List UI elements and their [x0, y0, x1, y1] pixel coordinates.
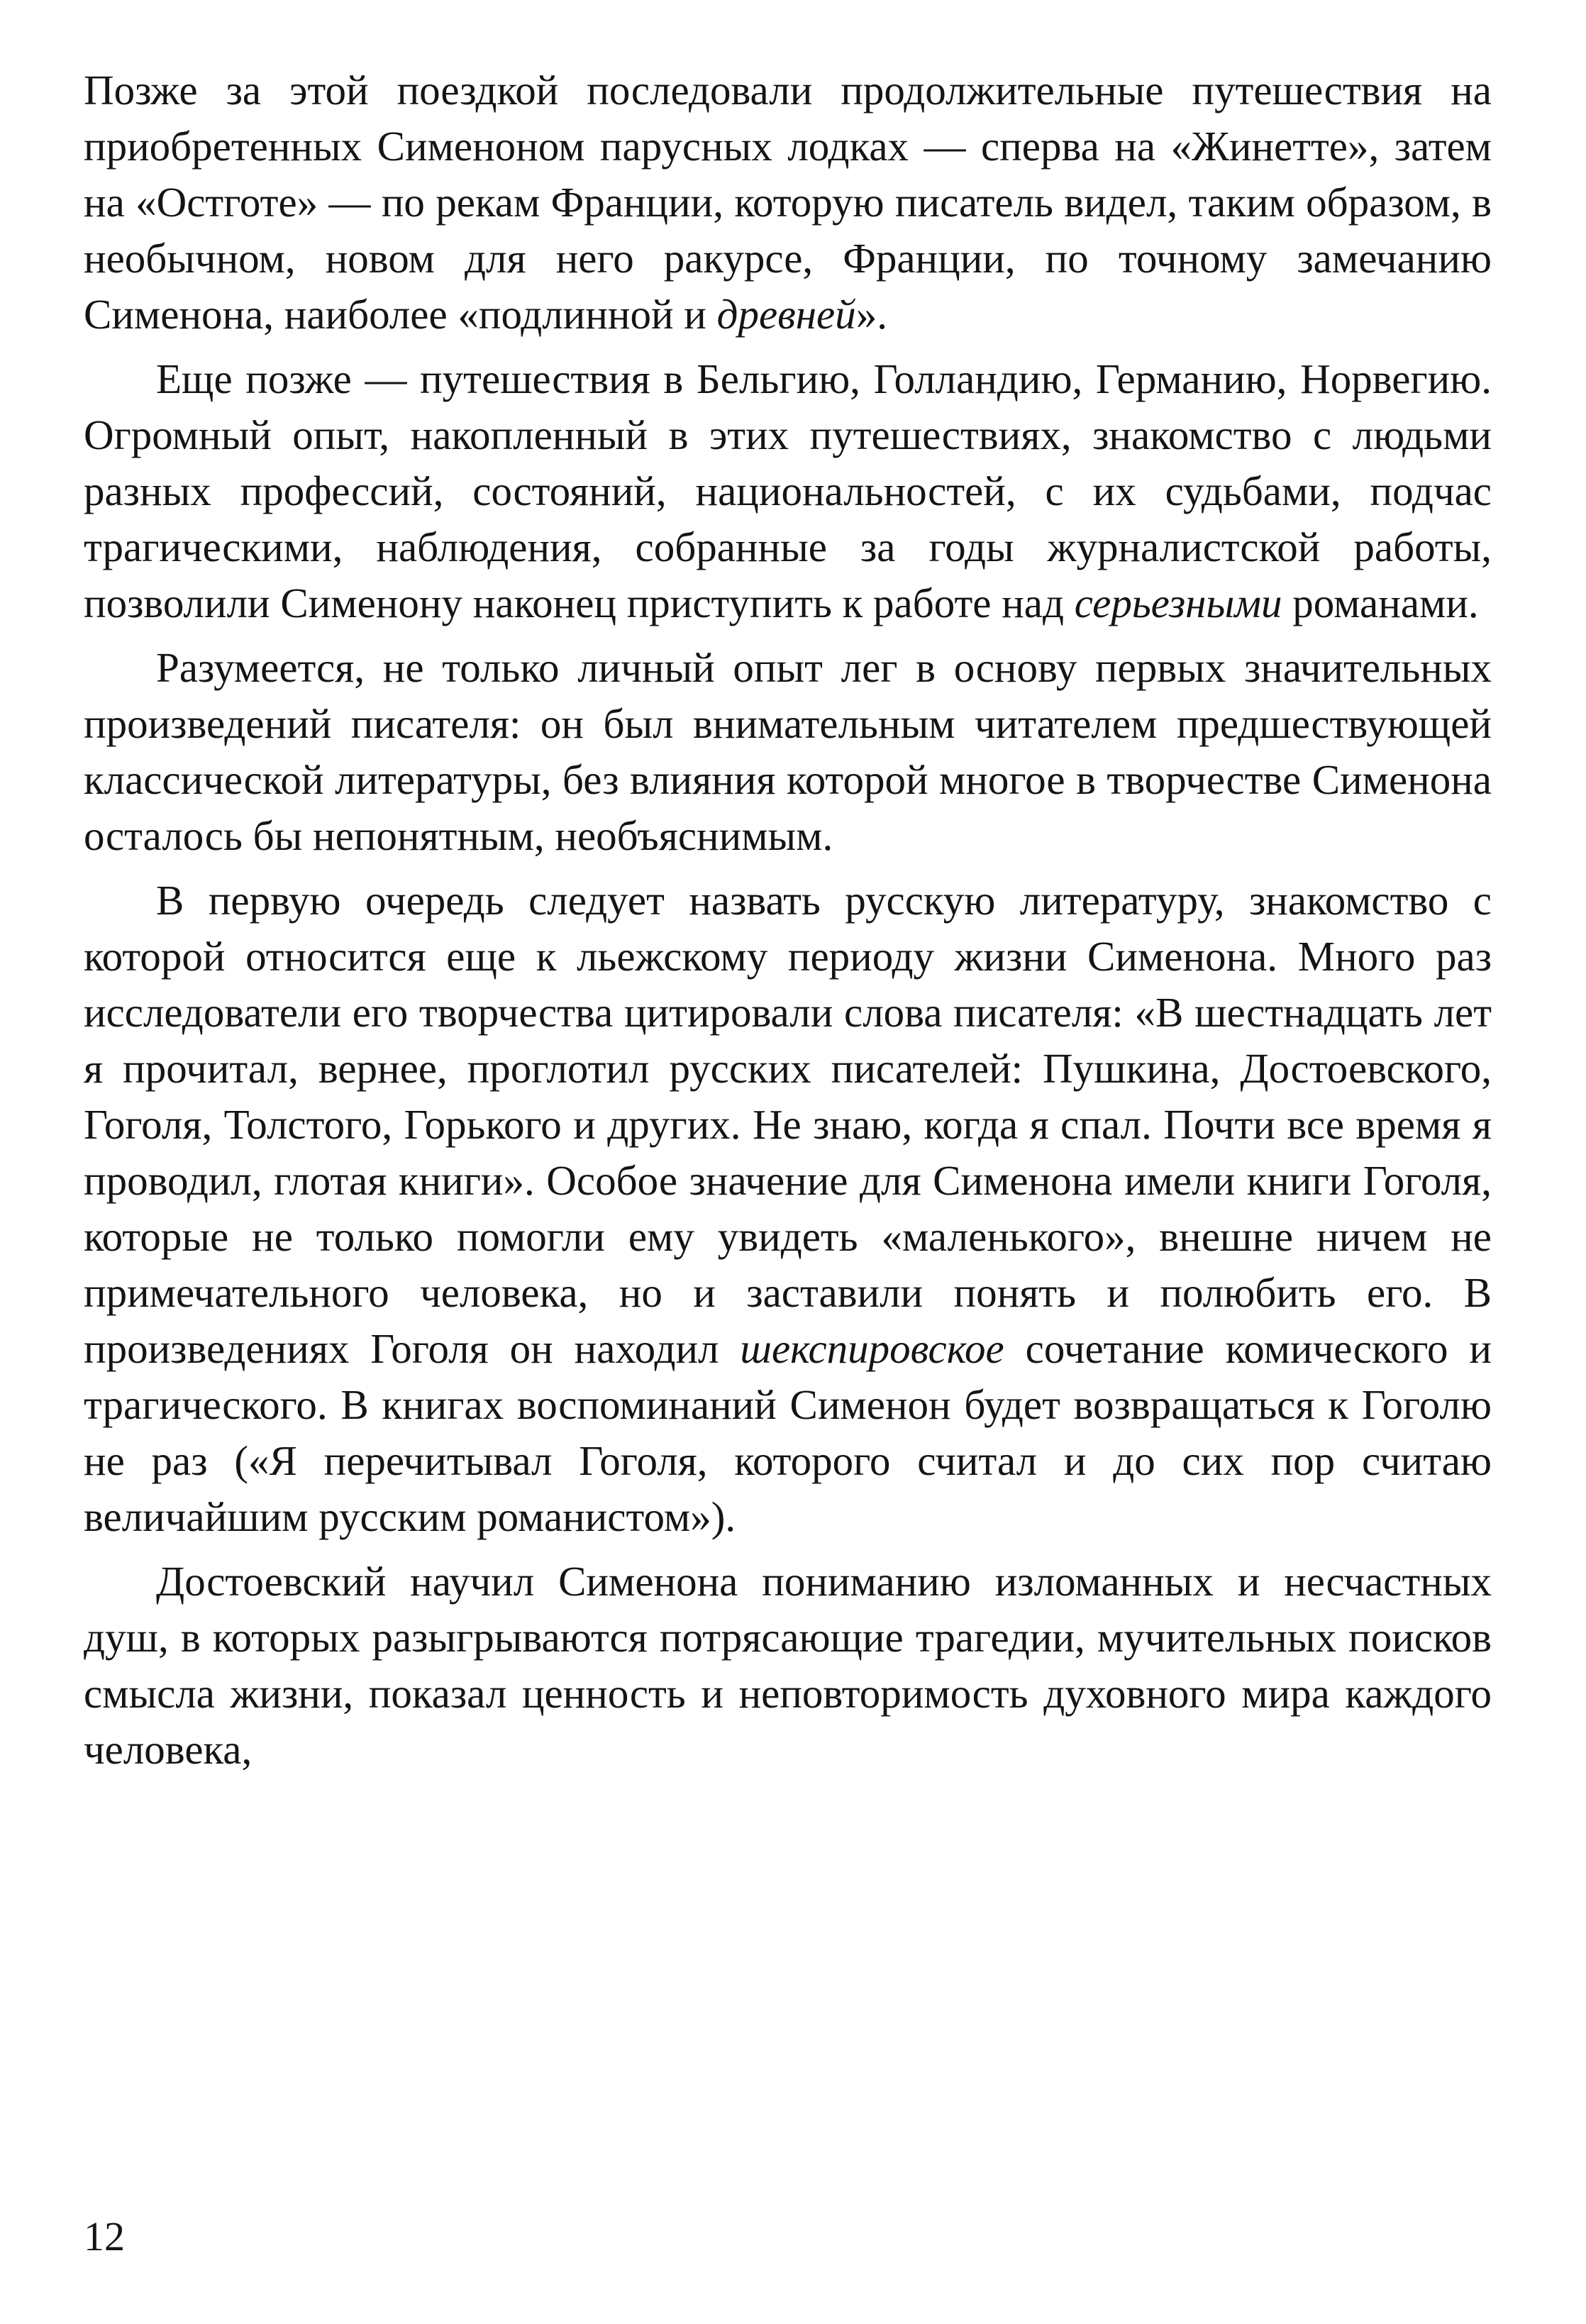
italic-text: шекспировское [740, 1325, 1004, 1372]
text-segment: ». [855, 291, 887, 338]
text-segment: сочетание комического и трагического. В книгах воспоминаний Сименон будет возвращаться к Гоголю не раз («Я перечитывал Гоголя, которого считал и до сих пор считаю величайшим русским романистом»). [84, 1325, 1492, 1540]
text-segment: Еще позже — путешествия в Бельгию, Голландию, Германию, Норвегию. Огромный опыт, накопленный в этих путешествиях, знакомство с людьми разных профессий, состояний, национальностей, с их судьбами, подчас трагическими, наблюдения, собранные за годы журналистской работы, позволили Сименону наконец приступить к работе над [84, 355, 1492, 626]
book-page [84, 62, 1492, 2283]
body-text [84, 62, 1492, 1778]
paragraph [84, 640, 1492, 864]
text-segment: В первую очередь следует назвать русскую литературу, знакомство с которой относится еще к льежскому периоду жизни Сименона. Много раз исследователи его творчества цитировали слова писателя: «В шестнадцать лет я прочитал, вернее, проглотил русских писателей: Пушкина, Достоевского, Гоголя, Толстого, Горького и других. Не знаю, когда я спал. Почти все время я проводил, глотая книги». Особое значение для Сименона имели книги Гоголя, которые не только помогли ему увидеть «маленького», внешне ничем не примечательного человека, но и заставили понять и полюбить его. В произведениях Гоголя он находил [84, 877, 1492, 1372]
text-segment: романами. [1282, 580, 1479, 626]
paragraph [84, 62, 1492, 343]
text-segment: Разумеется, не только личный опыт лег в основу первых значительных произведений писателя: он был внимательным читателем предшествующей классической литературы, без влияния которой многое в творчестве Сименона осталось бы непонятным, необъяснимым. [84, 644, 1492, 859]
italic-text: серьезными [1074, 580, 1282, 626]
page-number: 12 [84, 2213, 125, 2259]
paragraph [84, 873, 1492, 1545]
text-segment: Позже за этой поездкой последовали продолжительные путешествия на приобретенных Сименоном парусных лодках — сперва на «Жинетте», затем на «Остготе» — по рекам Франции, которую писатель видел, таким образом, в необычном, новом для него ракурсе, Франции, по точному замечанию Сименона, наиболее «подлинной и [84, 67, 1492, 338]
text-segment: Достоевский научил Сименона пониманию изломанных и несчастных душ, в которых разыгрываются потрясающие трагедии, мучительных поисков смысла жизни, показал ценность и неповторимость духовного мира каждого человека, [84, 1558, 1492, 1773]
paragraph [84, 351, 1492, 631]
paragraph [84, 1554, 1492, 1778]
italic-text: древней [716, 291, 856, 338]
